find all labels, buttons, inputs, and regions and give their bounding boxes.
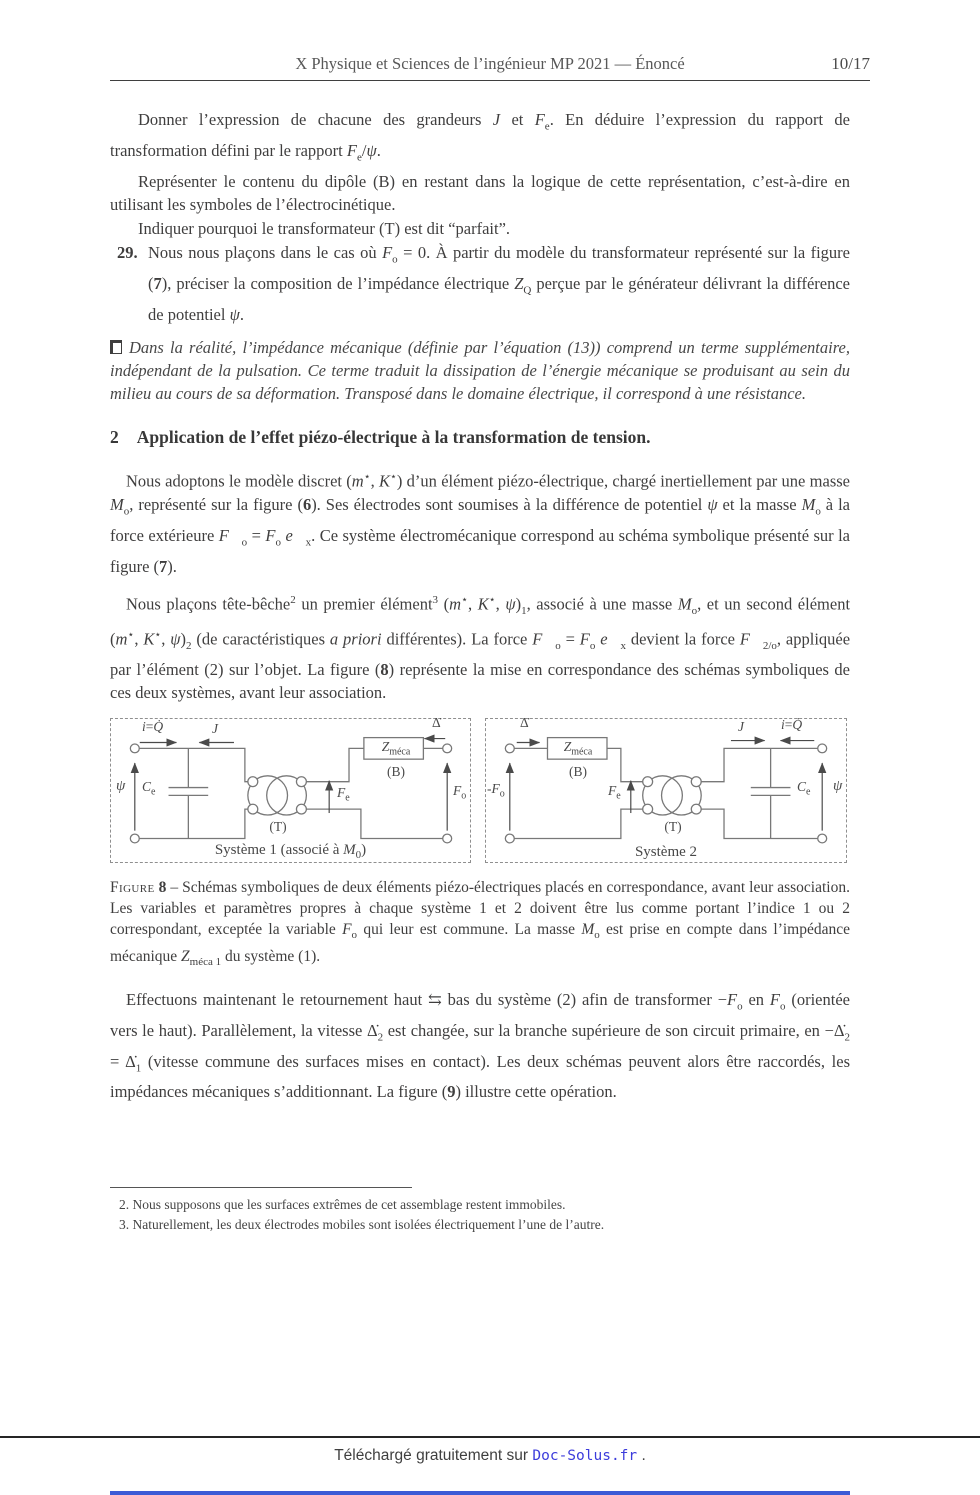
current-label: i=Q̇ [781, 716, 803, 732]
system1-diagram [110, 714, 471, 863]
questions-block [110, 108, 850, 240]
footer-text: Téléchargé gratuitement sur [334, 1447, 533, 1464]
remark-text: Dans la réalité, l’impédance mécanique (définie par l’équation (13)) comprend un terme supplémentaire, indépendant de la pulsation. Ce terme traduit la dissipation de l’énergie mécanique se produisant au sein du milieu au cours de sa déformation. Transposé dans le domaine électrique, il correspond à une résistance. [110, 338, 850, 404]
system2-diagram [485, 714, 847, 863]
transformer-terminals [643, 777, 702, 814]
fe-label: $F_e$ [337, 784, 350, 804]
zmeca-label: $Z_{méca}$ [563, 738, 593, 758]
remark-square-icon [110, 340, 122, 354]
delta-label: Δ̇ [520, 714, 529, 730]
delta-label: Δ̇ [432, 714, 441, 730]
minus-fo-label: $-F_o$ [487, 780, 505, 800]
fe-label: $F_e$ [608, 782, 621, 802]
paragraph-2: Nous plaçons tête-bêche$^2$ un premier élément$^3$ (m⋆, K⋆, $\psi)_1$, associé à une masse $M_o$, et un second élément (m⋆, K⋆, $\psi)_2$ (de caractéristiques a priori différentes). La force $F⃗_o = F_o$ $e⃗_x$ devient la force $F⃗_{2/o}$, appliquée par l’élément (2) sur l’objet. La figure (8) représente la mise en correspondance des schémas symboliques de ces deux systèmes, avant leur association. [110, 594, 851, 703]
section-heading [110, 427, 850, 448]
capacitor-symbol [169, 748, 209, 838]
t-label: (T) [269, 818, 287, 834]
system1-caption: Système 1 (associé à $M_0$) [214, 841, 367, 861]
question-number: 29. [117, 243, 138, 263]
footnote-rule [110, 1187, 412, 1188]
section-number: 2 [110, 427, 119, 448]
page-number: 10/17 [831, 54, 870, 73]
question-item-29 [110, 241, 850, 326]
transformer-terminals [248, 777, 307, 814]
t-label: (T) [664, 818, 682, 834]
page-footer [0, 1436, 980, 1465]
psi-label: ψ [116, 777, 126, 794]
footer-suffix: . [637, 1447, 646, 1464]
header-title: X Physique et Sciences de l’ingénieur MP 2021 — Énoncé [295, 54, 685, 73]
fo-label: $F_o$ [453, 782, 467, 802]
footnotes [110, 1187, 850, 1234]
b-label: (B) [569, 763, 587, 779]
zmeca-label: $Z_{méca}$ [381, 738, 411, 758]
section-title: Application de l’effet piézo-électrique à la transformation de tension. [136, 427, 651, 448]
ce-label: $C_e$ [797, 778, 811, 798]
question-line: Représenter le contenu du dipôle (B) en restant dans la logique de cette représentation, c’est-à-dire en utilisant les symboles de l’électrocinétique. [110, 171, 850, 215]
j-label: J [212, 720, 218, 736]
footnote-2: 2. Nous supposons que les surfaces extrêmes de cet assemblage restent immobiles. [119, 1197, 566, 1212]
current-label: i=Q̇ [142, 718, 164, 734]
capacitor-symbol [751, 748, 791, 838]
footnote-3: 3. Naturellement, les deux électrodes mobiles sont isolées électriquement l’une de l’autre. [119, 1216, 605, 1232]
page-content [110, 108, 850, 1104]
paragraph-3: Effectuons maintenant le retournement haut ⇆ bas du système (2) afin de transformer $-F_o$ en $F_o$ (orientée vers le haut). Parallèlement, la vitesse $\Deltȧ_2$ est changée, sur la branche supérieure de son circuit primaire, en $-\Deltȧ_2$ = $\Deltȧ_1$ (vitesse commune des surfaces mises en contact). Les deux schémas peuvent alors être raccordés, les impédances mécaniques s’additionnant. La figure (9) illustre cette opération. [110, 990, 850, 1102]
b-label: (B) [387, 763, 405, 779]
j-label: J [738, 718, 744, 734]
question-text: Nous nous plaçons dans le cas où $F_o = 0$. À partir du modèle du transformateur représenté sur la figure (7), préciser la composition de l’impédance électrique $Z_Q$ perçue par le générateur délivrant la différence de potentiel ψ. [148, 243, 850, 324]
paragraph-1: Nous adoptons le modèle discret (m⋆, K⋆) d’un élément piézo-électrique, chargé inertiellement par une masse $M_o$, représenté sur la figure (6). Ses électrodes sont soumises à la différence de potentiel ψ et la masse $M_o$ à la force extérieure $F⃗_o = F_o$ $e⃗_x$. Ce système électromécanique correspond au schéma symbolique présenté sur la figure (7). [110, 471, 850, 576]
doc-solus-link[interactable]: Doc-Solus.fr [532, 1448, 638, 1464]
question-line: Donner l’expression de chacune des grandeurs J et $F_e$. En déduire l’expression du rapport de transformation défini par le rapport $F_e/\psi$. [110, 110, 850, 164]
question-line: Indiquer pourquoi le transformateur (T) est dit “parfait”. [138, 218, 511, 238]
psi-label: ψ [833, 777, 843, 794]
page-header [110, 54, 870, 81]
figure-8 [110, 714, 850, 863]
bottom-blue-bar [110, 1491, 850, 1495]
ce-label: $C_e$ [142, 778, 156, 798]
figure-8-caption: Figure 8 – Schémas symboliques de deux éléments piézo-électriques placés en correspondance, avant leur association. Les variables et paramètres propres à chaque système 1 et 2 doivent être lus comme portant l’indice 1 ou 2 correspondant, exceptée la variable $F_o$ qui leur est commune. La masse $M_o$ est prise en compte dans l’impédance mécanique $Z_{méca 1}$ du système (1). [110, 878, 850, 969]
exam-page [0, 54, 980, 1495]
system2-circuit-svg [486, 716, 846, 862]
remark-paragraph [110, 336, 850, 405]
system2-caption: Système 2 [634, 843, 698, 860]
